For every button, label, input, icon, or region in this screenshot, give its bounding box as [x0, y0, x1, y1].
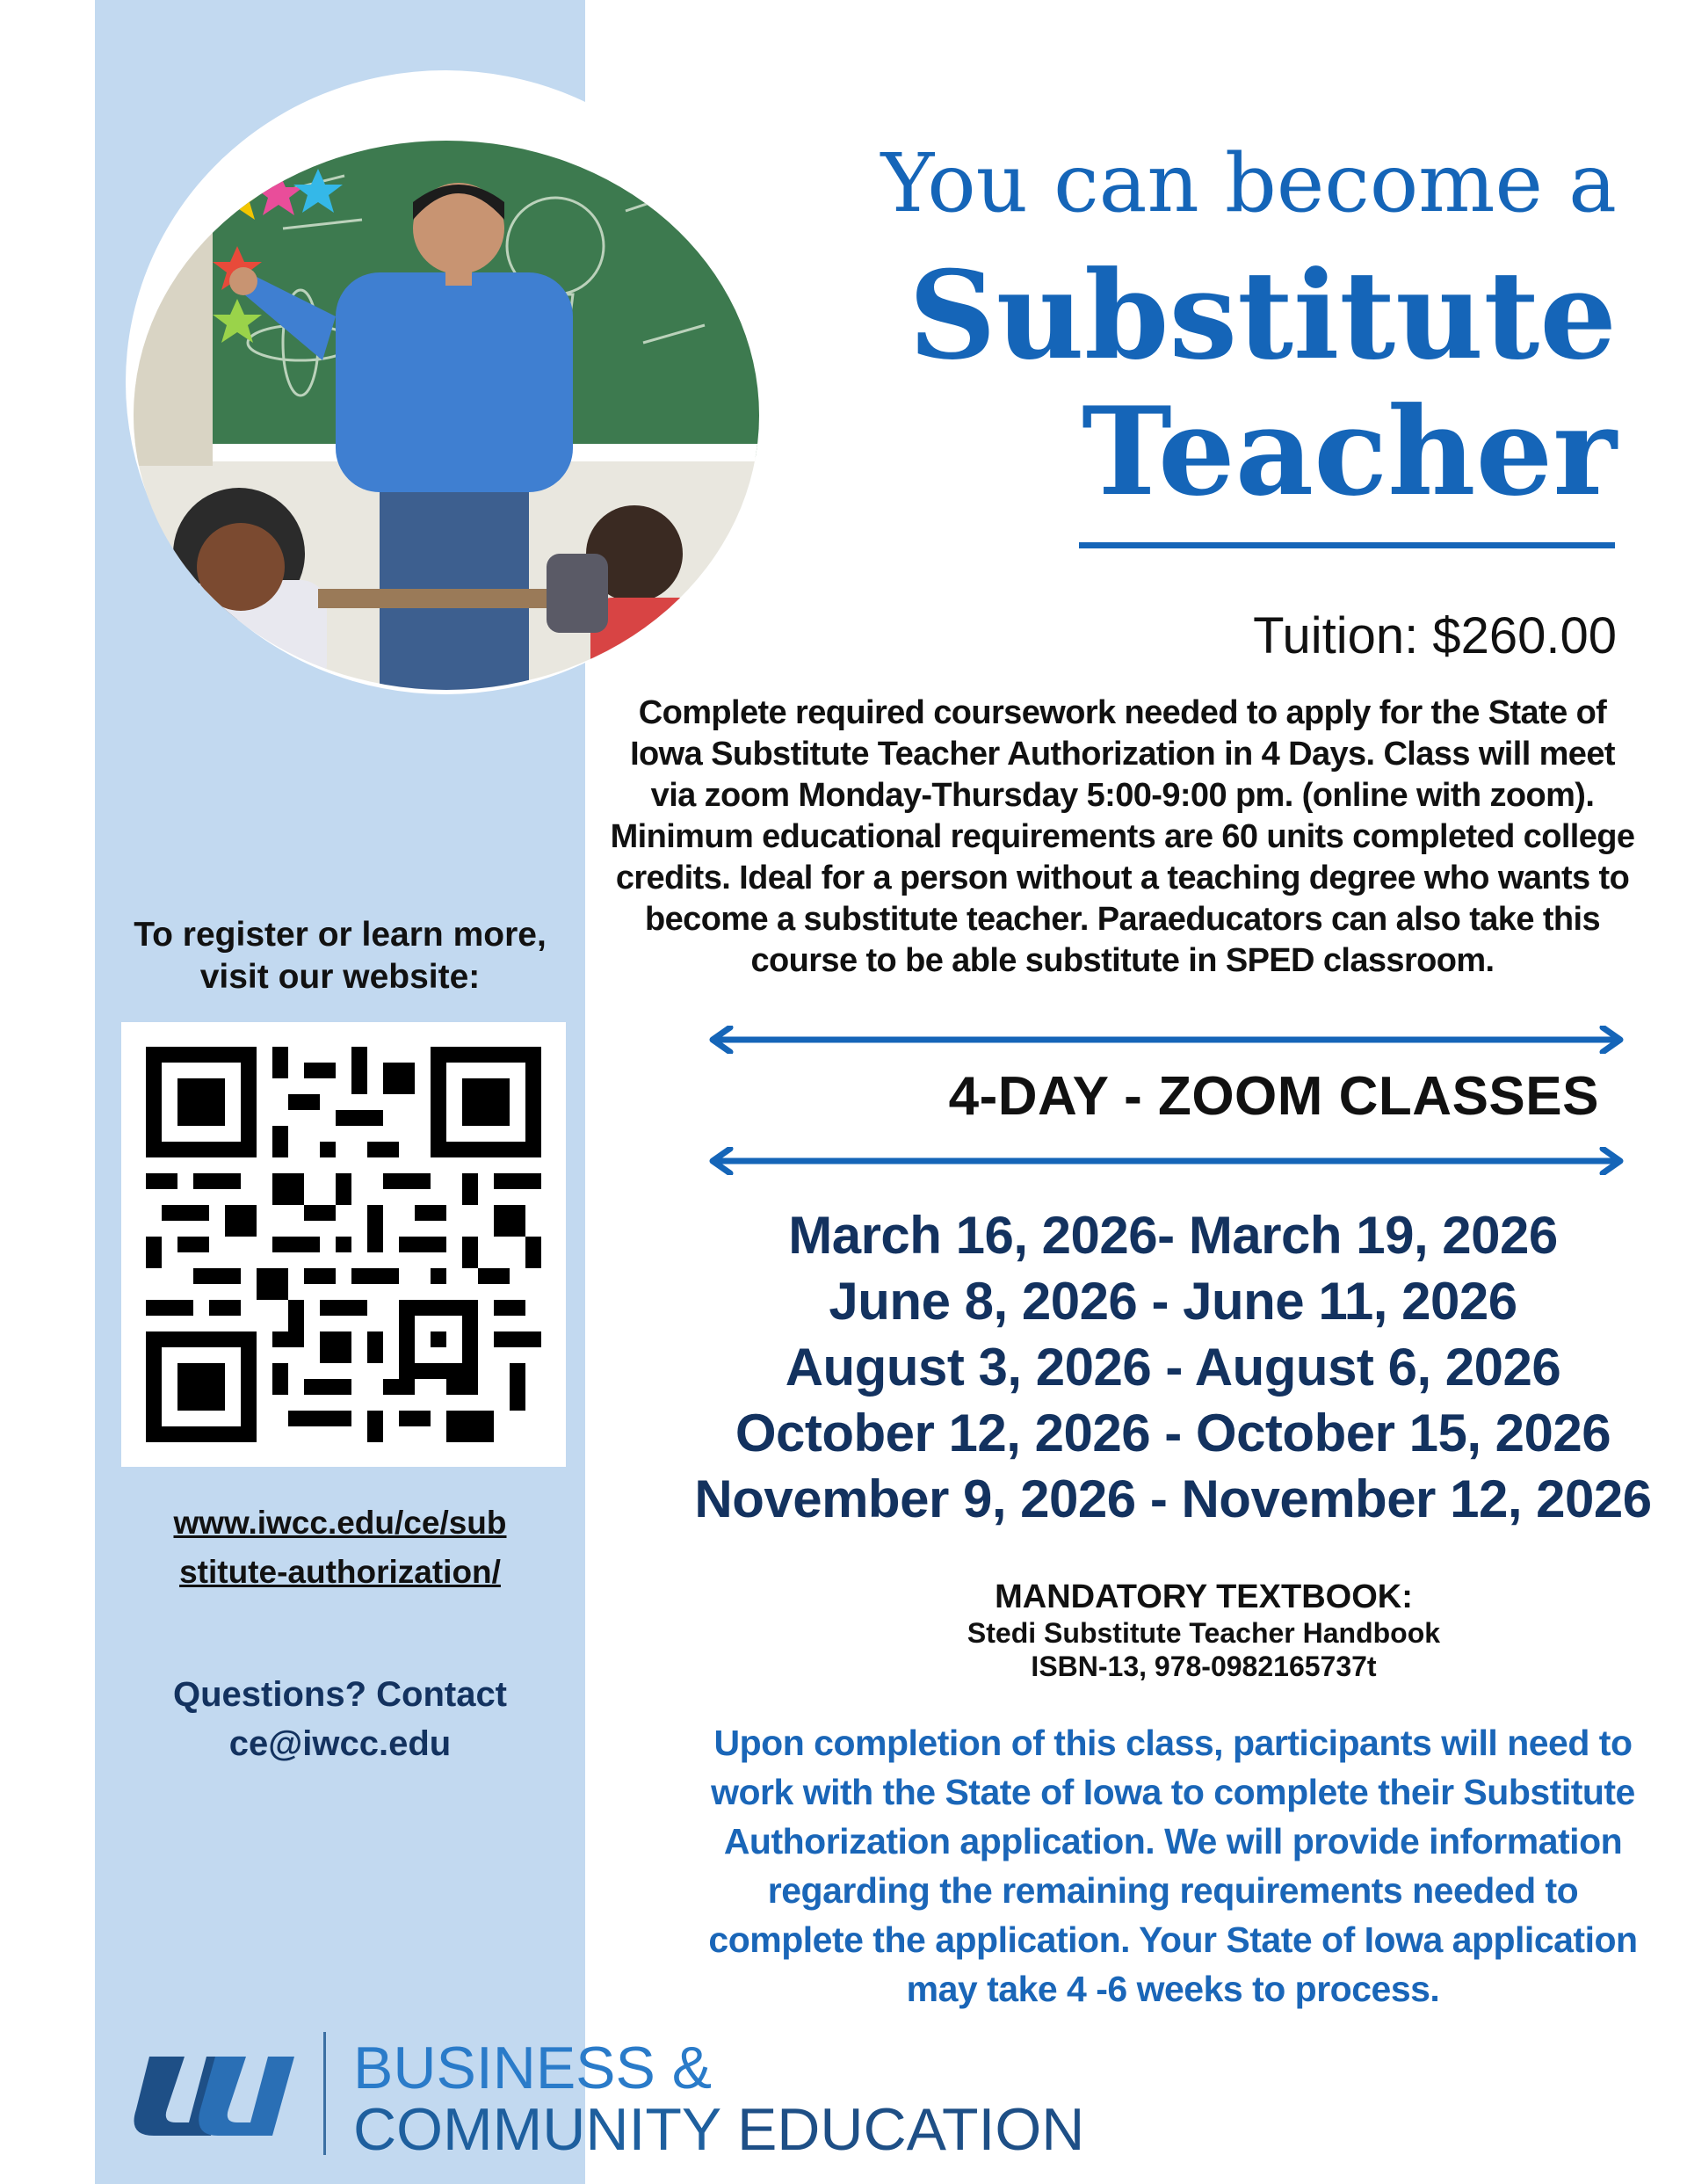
class-dates-list: [694, 1202, 1652, 1532]
completion-notice: Upon completion of this class, participants will need to work with the State of Iowa to complete their Substitute Authorization application. We will provide information regarding the remaining requirements needed to complete the application. Your State of Iowa application may take 4 -6 weeks to process.: [708, 1723, 1638, 2009]
textbook-title: Stedi Substitute Teacher Handbook: [967, 1617, 1441, 1649]
logo-education: EDUCATION: [720, 2096, 1085, 2163]
contact-info: [95, 1670, 585, 1768]
class-date: June 8, 2026 - June 11, 2026: [829, 1272, 1517, 1331]
qr-code[interactable]: [121, 1022, 566, 1467]
url-line[interactable]: www.iwcc.edu/ce/sub: [173, 1505, 507, 1541]
register-line: visit our website:: [199, 958, 481, 996]
register-line: To register or learn more,: [134, 916, 547, 954]
logo-divider: [323, 2032, 326, 2155]
class-date: October 12, 2026 - October 15, 2026: [735, 1404, 1611, 1462]
headline-teacher: Teacher: [1082, 380, 1617, 523]
class-date: November 9, 2026 - November 12, 2026: [694, 1469, 1652, 1528]
textbook-info: [817, 1578, 1590, 1683]
logo-line-1: BUSINESS &: [353, 2035, 713, 2101]
questions-label: Questions? Contact: [172, 1675, 508, 1714]
register-prompt: [95, 914, 585, 998]
course-description: Complete required coursework needed to apply for the State of Iowa Substitute Teacher Authorization in 4 Days. Class will meet via zoom Monday-Thursday 5:00-9:00 pm. (online with zoom). Minimum educational requirements are 60 units completed college credits. Ideal for a person without a teaching degree who wants to become a substitute teacher. Paraeducators can also take this course to be able substitute in SPED classroom.: [610, 694, 1635, 979]
business-community-education-logo: [353, 2035, 1085, 2163]
class-date: August 3, 2026 - August 6, 2026: [785, 1338, 1561, 1397]
url-line[interactable]: stitute-authorization/: [179, 1554, 501, 1590]
textbook-isbn: ISBN-13, 978-0982165737t: [1031, 1651, 1377, 1682]
tuition-price: Tuition: $260.00: [1253, 607, 1617, 664]
zoom-classes-title: 4-DAY - ZOOM CLASSES: [948, 1066, 1599, 1127]
qr-code-icon: [146, 1047, 541, 1442]
class-date: March 16, 2026- March 19, 2026: [788, 1206, 1558, 1265]
headline-intro: You can become a: [880, 136, 1617, 230]
logo-line-2: [353, 2096, 1085, 2163]
headline-underline: [1079, 542, 1615, 548]
contact-email[interactable]: ce@iwcc.edu: [228, 1724, 452, 1763]
double-arrow-icon: [707, 1026, 1625, 1054]
logo-community: COMMUNITY: [353, 2096, 721, 2163]
iwcc-logo-icon: [123, 2039, 299, 2136]
teacher-classroom-photo: [134, 141, 759, 690]
double-arrow-icon: [707, 1147, 1625, 1175]
textbook-heading: MANDATORY TEXTBOOK:: [995, 1578, 1413, 1615]
headline-substitute: Substitute: [909, 243, 1617, 387]
registration-link[interactable]: [95, 1498, 585, 1597]
